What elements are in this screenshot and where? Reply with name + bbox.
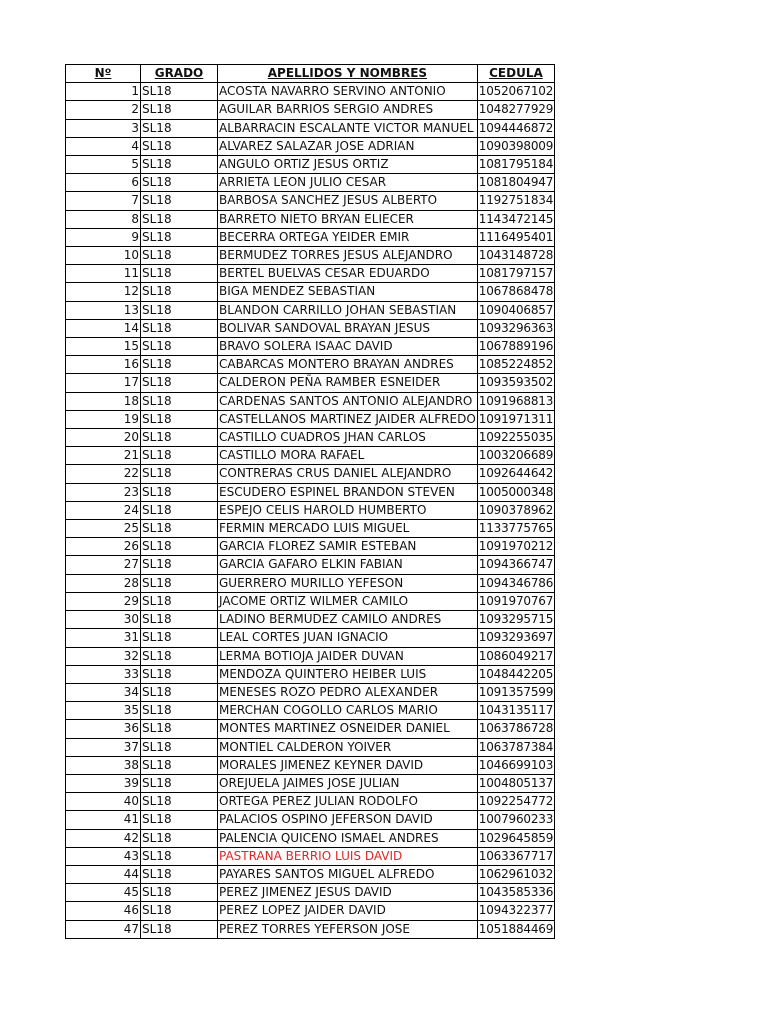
- cell-cedula: 1067889196: [477, 338, 554, 356]
- cell-num: 29: [66, 592, 141, 610]
- cell-name: BERMUDEZ TORRES JESUS ALEJANDRO: [218, 247, 478, 265]
- cell-grado: SL18: [141, 702, 218, 720]
- cell-num: 18: [66, 392, 141, 410]
- cell-num: 3: [66, 119, 141, 137]
- cell-grado: SL18: [141, 392, 218, 410]
- table-row: [66, 683, 555, 701]
- cell-grado: SL18: [141, 556, 218, 574]
- cell-grado: SL18: [141, 101, 218, 119]
- cell-name: BOLIVAR SANDOVAL BRAYAN JESUS: [218, 319, 478, 337]
- cell-num: 46: [66, 902, 141, 920]
- table-row: [66, 210, 555, 228]
- cell-cedula: 1091970212: [477, 538, 554, 556]
- table-row: [66, 283, 555, 301]
- cell-num: 35: [66, 702, 141, 720]
- table-row: [66, 756, 555, 774]
- cell-cedula: 1143472145: [477, 210, 554, 228]
- cell-name: CALDERON PEÑA RAMBER ESNEIDER: [218, 374, 478, 392]
- cell-num: 8: [66, 210, 141, 228]
- cell-cedula: 1004805137: [477, 774, 554, 792]
- cell-cedula: 1192751834: [477, 192, 554, 210]
- cell-grado: SL18: [141, 847, 218, 865]
- cell-grado: SL18: [141, 465, 218, 483]
- cell-cedula: 1048442205: [477, 665, 554, 683]
- cell-grado: SL18: [141, 756, 218, 774]
- cell-name: CASTILLO MORA RAFAEL: [218, 447, 478, 465]
- cell-grado: SL18: [141, 429, 218, 447]
- cell-name: GARCIA FLOREZ SAMIR ESTEBAN: [218, 538, 478, 556]
- cell-grado: SL18: [141, 447, 218, 465]
- cell-name: OREJUELA JAIMES JOSE JULIAN: [218, 774, 478, 792]
- cell-num: 9: [66, 228, 141, 246]
- cell-grado: SL18: [141, 301, 218, 319]
- cell-name: JACOME ORTIZ WILMER CAMILO: [218, 592, 478, 610]
- table-row: [66, 374, 555, 392]
- table-row: [66, 356, 555, 374]
- header-num: Nº: [66, 65, 141, 83]
- cell-name: ACOSTA NAVARRO SERVINO ANTONIO: [218, 83, 478, 101]
- cell-cedula: 1052067102: [477, 83, 554, 101]
- cell-grado: SL18: [141, 156, 218, 174]
- cell-cedula: 1003206689: [477, 447, 554, 465]
- cell-num: 21: [66, 447, 141, 465]
- table-row: [66, 101, 555, 119]
- cell-name: ESPEJO CELIS HAROLD HUMBERTO: [218, 501, 478, 519]
- cell-num: 6: [66, 174, 141, 192]
- cell-name: AGUILAR BARRIOS SERGIO ANDRES: [218, 101, 478, 119]
- cell-num: 12: [66, 283, 141, 301]
- cell-num: 38: [66, 756, 141, 774]
- table-row: [66, 447, 555, 465]
- cell-grado: SL18: [141, 574, 218, 592]
- cell-num: 13: [66, 301, 141, 319]
- cell-grado: SL18: [141, 338, 218, 356]
- table-row: [66, 501, 555, 519]
- table-row: [66, 774, 555, 792]
- cell-cedula: 1090378962: [477, 501, 554, 519]
- table-row: [66, 793, 555, 811]
- cell-num: 39: [66, 774, 141, 792]
- header-grado: GRADO: [141, 65, 218, 83]
- cell-num: 37: [66, 738, 141, 756]
- cell-name: ORTEGA PEREZ JULIAN RODOLFO: [218, 793, 478, 811]
- cell-cedula: 1090406857: [477, 301, 554, 319]
- cell-name: MERCHAN COGOLLO CARLOS MARIO: [218, 702, 478, 720]
- cell-num: 2: [66, 101, 141, 119]
- cell-cedula: 1067868478: [477, 283, 554, 301]
- cell-cedula: 1081804947: [477, 174, 554, 192]
- cell-grado: SL18: [141, 738, 218, 756]
- cell-grado: SL18: [141, 647, 218, 665]
- cell-num: 44: [66, 865, 141, 883]
- cell-cedula: 1046699103: [477, 756, 554, 774]
- cell-grado: SL18: [141, 774, 218, 792]
- cell-name: GUERRERO MURILLO YEFESON: [218, 574, 478, 592]
- cell-grado: SL18: [141, 283, 218, 301]
- cell-name: BERTEL BUELVAS CESAR EDUARDO: [218, 265, 478, 283]
- table-row: [66, 902, 555, 920]
- cell-name: ALBARRACIN ESCALANTE VICTOR MANUEL: [218, 119, 478, 137]
- table-row: [66, 392, 555, 410]
- cell-grado: SL18: [141, 356, 218, 374]
- table-row: [66, 847, 555, 865]
- cell-name: ANGULO ORTIZ JESUS ORTIZ: [218, 156, 478, 174]
- cell-num: 4: [66, 137, 141, 155]
- cell-cedula: 1043148728: [477, 247, 554, 265]
- cell-name: CASTELLANOS MARTINEZ JAIDER ALFREDO: [218, 410, 478, 428]
- cell-grado: SL18: [141, 665, 218, 683]
- cell-grado: SL18: [141, 884, 218, 902]
- cell-cedula: 1048277929: [477, 101, 554, 119]
- cell-cedula: 1093593502: [477, 374, 554, 392]
- cell-grado: SL18: [141, 629, 218, 647]
- cell-num: 47: [66, 920, 141, 938]
- cell-name: LADINO BERMUDEZ CAMILO ANDRES: [218, 611, 478, 629]
- cell-name: ALVAREZ SALAZAR JOSE ADRIAN: [218, 137, 478, 155]
- cell-num: 10: [66, 247, 141, 265]
- cell-cedula: 1093296363: [477, 319, 554, 337]
- table-row: [66, 738, 555, 756]
- table-row: [66, 556, 555, 574]
- cell-num: 7: [66, 192, 141, 210]
- cell-grado: SL18: [141, 192, 218, 210]
- cell-cedula: 1092644642: [477, 465, 554, 483]
- table-row: [66, 611, 555, 629]
- table-row: [66, 410, 555, 428]
- cell-name: GARCIA GAFARO ELKIN FABIAN: [218, 556, 478, 574]
- cell-name: FERMIN MERCADO LUIS MIGUEL: [218, 520, 478, 538]
- cell-cedula: 1091970767: [477, 592, 554, 610]
- cell-name: MONTES MARTINEZ OSNEIDER DANIEL: [218, 720, 478, 738]
- cell-grado: SL18: [141, 520, 218, 538]
- cell-num: 45: [66, 884, 141, 902]
- table-row: [66, 538, 555, 556]
- cell-grado: SL18: [141, 210, 218, 228]
- table-row: [66, 629, 555, 647]
- table-row: [66, 247, 555, 265]
- cell-num: 32: [66, 647, 141, 665]
- cell-grado: SL18: [141, 902, 218, 920]
- cell-cedula: 1091357599: [477, 683, 554, 701]
- cell-num: 20: [66, 429, 141, 447]
- cell-name: CABARCAS MONTERO BRAYAN ANDRES: [218, 356, 478, 374]
- cell-cedula: 1062961032: [477, 865, 554, 883]
- table-row: [66, 83, 555, 101]
- cell-num: 28: [66, 574, 141, 592]
- cell-name: MONTIEL CALDERON YOIVER: [218, 738, 478, 756]
- cell-grado: SL18: [141, 119, 218, 137]
- table-row: [66, 811, 555, 829]
- table-row: [66, 465, 555, 483]
- cell-grado: SL18: [141, 920, 218, 938]
- cell-cedula: 1093293697: [477, 629, 554, 647]
- cell-cedula: 1063787384: [477, 738, 554, 756]
- cell-num: 24: [66, 501, 141, 519]
- cell-name: PASTRANA BERRIO LUIS DAVID: [218, 847, 478, 865]
- cell-name: BECERRA ORTEGA YEIDER EMIR: [218, 228, 478, 246]
- table-row: [66, 338, 555, 356]
- cell-cedula: 1005000348: [477, 483, 554, 501]
- cell-num: 17: [66, 374, 141, 392]
- cell-grado: SL18: [141, 793, 218, 811]
- cell-cedula: 1094366747: [477, 556, 554, 574]
- cell-name: ESCUDERO ESPINEL BRANDON STEVEN: [218, 483, 478, 501]
- cell-name: BARRETO NIETO BRYAN ELIECER: [218, 210, 478, 228]
- cell-cedula: 1029645859: [477, 829, 554, 847]
- cell-cedula: 1086049217: [477, 647, 554, 665]
- cell-grado: SL18: [141, 683, 218, 701]
- cell-cedula: 1094446872: [477, 119, 554, 137]
- cell-num: 43: [66, 847, 141, 865]
- cell-cedula: 1094346786: [477, 574, 554, 592]
- cell-cedula: 1063786728: [477, 720, 554, 738]
- cell-grado: SL18: [141, 247, 218, 265]
- table-row: [66, 884, 555, 902]
- cell-name: PALENCIA QUICENO ISMAEL ANDRES: [218, 829, 478, 847]
- cell-name: MENDOZA QUINTERO HEIBER LUIS: [218, 665, 478, 683]
- table-row: [66, 865, 555, 883]
- cell-num: 5: [66, 156, 141, 174]
- cell-name: CARDENAS SANTOS ANTONIO ALEJANDRO: [218, 392, 478, 410]
- cell-cedula: 1091968813: [477, 392, 554, 410]
- cell-num: 40: [66, 793, 141, 811]
- table-row: [66, 574, 555, 592]
- cell-name: LEAL CORTES JUAN IGNACIO: [218, 629, 478, 647]
- table-row: [66, 137, 555, 155]
- cell-cedula: 1116495401: [477, 228, 554, 246]
- cell-num: 15: [66, 338, 141, 356]
- cell-num: 36: [66, 720, 141, 738]
- cell-cedula: 1085224852: [477, 356, 554, 374]
- cell-cedula: 1094322377: [477, 902, 554, 920]
- cell-name: BLANDON CARRILLO JOHAN SEBASTIAN: [218, 301, 478, 319]
- cell-grado: SL18: [141, 501, 218, 519]
- cell-cedula: 1091971311: [477, 410, 554, 428]
- cell-name: PEREZ JIMENEZ JESUS DAVID: [218, 884, 478, 902]
- table-row: [66, 192, 555, 210]
- cell-num: 26: [66, 538, 141, 556]
- cell-num: 34: [66, 683, 141, 701]
- cell-name: ARRIETA LEON JULIO CESAR: [218, 174, 478, 192]
- table-row: [66, 301, 555, 319]
- table-row: [66, 319, 555, 337]
- cell-grado: SL18: [141, 865, 218, 883]
- table-body: [66, 83, 555, 939]
- cell-grado: SL18: [141, 265, 218, 283]
- cell-num: 19: [66, 410, 141, 428]
- header-name: APELLIDOS Y NOMBRES: [218, 65, 478, 83]
- cell-name: MORALES JIMENEZ KEYNER DAVID: [218, 756, 478, 774]
- table-row: [66, 829, 555, 847]
- table-row: [66, 520, 555, 538]
- cell-grado: SL18: [141, 374, 218, 392]
- cell-name: CONTRERAS CRUS DANIEL ALEJANDRO: [218, 465, 478, 483]
- cell-num: 23: [66, 483, 141, 501]
- table-row: [66, 702, 555, 720]
- cell-cedula: 1092255035: [477, 429, 554, 447]
- cell-cedula: 1081797157: [477, 265, 554, 283]
- cell-grado: SL18: [141, 811, 218, 829]
- table-row: [66, 228, 555, 246]
- cell-num: 30: [66, 611, 141, 629]
- cell-name: MENESES ROZO PEDRO ALEXANDER: [218, 683, 478, 701]
- cell-cedula: 1007960233: [477, 811, 554, 829]
- cell-cedula: 1092254772: [477, 793, 554, 811]
- header-cedula: CEDULA: [477, 65, 554, 83]
- table-row: [66, 265, 555, 283]
- table-row: [66, 483, 555, 501]
- cell-grado: SL18: [141, 319, 218, 337]
- cell-num: 22: [66, 465, 141, 483]
- cell-num: 1: [66, 83, 141, 101]
- table-row: [66, 429, 555, 447]
- cell-cedula: 1063367717: [477, 847, 554, 865]
- cell-grado: SL18: [141, 228, 218, 246]
- table-row: [66, 665, 555, 683]
- cell-name: LERMA BOTIOJA JAIDER DUVAN: [218, 647, 478, 665]
- cell-grado: SL18: [141, 483, 218, 501]
- cell-name: BIGA MENDEZ SEBASTIAN: [218, 283, 478, 301]
- cell-grado: SL18: [141, 538, 218, 556]
- cell-name: PEREZ LOPEZ JAIDER DAVID: [218, 902, 478, 920]
- cell-num: 33: [66, 665, 141, 683]
- cell-grado: SL18: [141, 611, 218, 629]
- cell-cedula: 1093295715: [477, 611, 554, 629]
- cell-grado: SL18: [141, 829, 218, 847]
- cell-num: 16: [66, 356, 141, 374]
- cell-num: 42: [66, 829, 141, 847]
- cell-cedula: 1090398009: [477, 137, 554, 155]
- cell-cedula: 1043135117: [477, 702, 554, 720]
- cell-num: 41: [66, 811, 141, 829]
- cell-name: BARBOSA SANCHEZ JESUS ALBERTO: [218, 192, 478, 210]
- cell-name: PALACIOS OSPINO JEFERSON DAVID: [218, 811, 478, 829]
- table-row: [66, 647, 555, 665]
- table-row: [66, 174, 555, 192]
- cell-cedula: 1081795184: [477, 156, 554, 174]
- cell-num: 25: [66, 520, 141, 538]
- cell-grado: SL18: [141, 174, 218, 192]
- cell-grado: SL18: [141, 137, 218, 155]
- cell-num: 27: [66, 556, 141, 574]
- cell-cedula: 1133775765: [477, 520, 554, 538]
- table-header: [66, 65, 555, 83]
- table-row: [66, 592, 555, 610]
- table-row: [66, 720, 555, 738]
- student-table: [65, 64, 555, 939]
- cell-grado: SL18: [141, 592, 218, 610]
- cell-num: 31: [66, 629, 141, 647]
- table-row: [66, 920, 555, 938]
- cell-grado: SL18: [141, 410, 218, 428]
- header-row: [66, 65, 555, 83]
- cell-cedula: 1043585336: [477, 884, 554, 902]
- cell-num: 14: [66, 319, 141, 337]
- cell-name: CASTILLO CUADROS JHAN CARLOS: [218, 429, 478, 447]
- table-row: [66, 156, 555, 174]
- cell-grado: SL18: [141, 83, 218, 101]
- cell-name: PAYARES SANTOS MIGUEL ALFREDO: [218, 865, 478, 883]
- cell-name: PEREZ TORRES YEFERSON JOSE: [218, 920, 478, 938]
- cell-num: 11: [66, 265, 141, 283]
- cell-grado: SL18: [141, 720, 218, 738]
- cell-cedula: 1051884469: [477, 920, 554, 938]
- table-row: [66, 119, 555, 137]
- cell-name: BRAVO SOLERA ISAAC DAVID: [218, 338, 478, 356]
